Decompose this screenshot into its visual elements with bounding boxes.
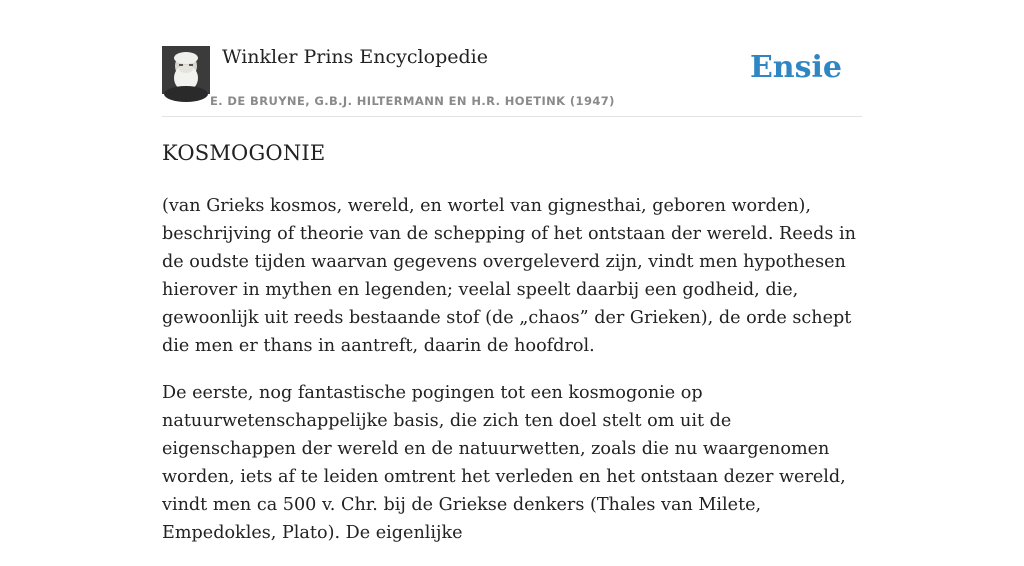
authors-byline: E. DE BRUYNE, G.B.J. HILTERMANN EN H.R. HOETINK (1947) — [210, 94, 615, 108]
article-paragraph: (van Grieks kosmos, wereld, en wortel van gignesthai, geboren worden), beschrijving of theorie van de schepping of het ontstaan der wereld. Reeds in de oudste tijden waarvan gegevens overgeleverd zijn, vindt men hypothesen hierover in mythen en legenden; veelal speelt daarbij een godheid, die, gewoonlijk uit reeds bestaande stof (de „chaos” der Grieken), de orde schept die men er thans in aantreft, daarin de hoofdrol. — [162, 196, 856, 356]
ensie-logo-link[interactable]: Ensie — [749, 50, 842, 85]
article-body — [162, 192, 868, 566]
encyclopedia-title[interactable]: Winkler Prins Encyclopedie — [222, 46, 488, 68]
article-title: KOSMOGONIE — [162, 141, 326, 165]
author-portrait-avatar — [162, 46, 210, 94]
page-header — [162, 40, 862, 117]
bearded-man-portrait-icon — [162, 46, 210, 94]
article-paragraph: De eerste, nog fantastische pogingen tot een kosmogonie op natuurwetenschappelijke basis, die zich ten doel stelt om uit de eigenschappen der wereld en de natuurwetten, zoals die nu waargenomen worden, iets af te leiden omtrent het verleden en het ontstaan dezer wereld, vindt men ca 500 v. Chr. bij de Griekse denkers (Thales van Milete, Empedokles, Plato). De eigenlijke — [162, 383, 846, 543]
